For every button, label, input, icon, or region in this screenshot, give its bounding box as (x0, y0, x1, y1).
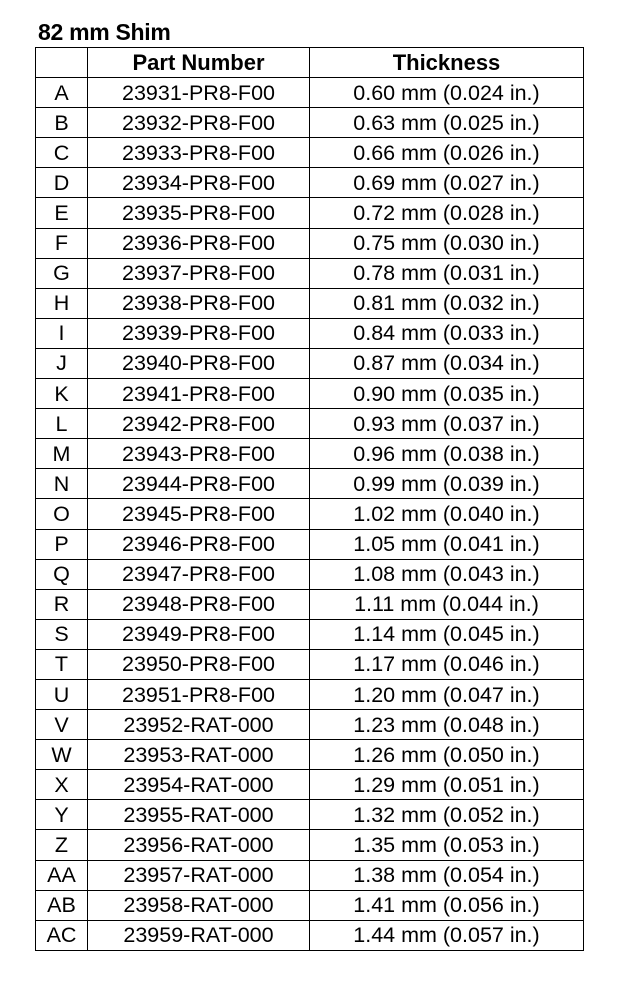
row-letter-cell: Z (36, 830, 88, 860)
thickness-cell: 1.14 mm (0.045 in.) (310, 619, 584, 649)
thickness-cell: 1.26 mm (0.050 in.) (310, 740, 584, 770)
table-title: 82 mm Shim (38, 19, 171, 45)
part-number-cell: 23940-PR8-F00 (88, 348, 310, 378)
table-row (36, 559, 584, 589)
row-letter-cell: P (36, 529, 88, 559)
row-letter-cell: F (36, 228, 88, 258)
table-row (36, 710, 584, 740)
row-letter-cell: S (36, 619, 88, 649)
table-row (36, 198, 584, 228)
table-row (36, 439, 584, 469)
table-row (36, 740, 584, 770)
header-letter (36, 48, 88, 78)
row-letter-cell: W (36, 740, 88, 770)
row-letter-cell: AB (36, 890, 88, 920)
table-row (36, 770, 584, 800)
thickness-cell: 0.90 mm (0.035 in.) (310, 379, 584, 409)
part-number-cell: 23937-PR8-F00 (88, 258, 310, 288)
part-number-cell: 23942-PR8-F00 (88, 409, 310, 439)
part-number-cell: 23945-PR8-F00 (88, 499, 310, 529)
thickness-cell: 0.60 mm (0.024 in.) (310, 78, 584, 108)
table-row (36, 138, 584, 168)
thickness-cell: 0.96 mm (0.038 in.) (310, 439, 584, 469)
part-number-cell: 23957-RAT-000 (88, 860, 310, 890)
table-row (36, 890, 584, 920)
row-letter-cell: AA (36, 860, 88, 890)
row-letter-cell: Q (36, 559, 88, 589)
thickness-cell: 0.66 mm (0.026 in.) (310, 138, 584, 168)
table-row (36, 168, 584, 198)
thickness-cell: 1.29 mm (0.051 in.) (310, 770, 584, 800)
thickness-cell: 1.32 mm (0.052 in.) (310, 800, 584, 830)
thickness-cell: 1.38 mm (0.054 in.) (310, 860, 584, 890)
part-number-cell: 23933-PR8-F00 (88, 138, 310, 168)
table-row (36, 619, 584, 649)
table-row (36, 499, 584, 529)
row-letter-cell: G (36, 258, 88, 288)
row-letter-cell: M (36, 439, 88, 469)
row-letter-cell: D (36, 168, 88, 198)
header-part-number: Part Number (88, 48, 310, 78)
row-letter-cell: J (36, 348, 88, 378)
thickness-cell: 0.84 mm (0.033 in.) (310, 318, 584, 348)
part-number-cell: 23934-PR8-F00 (88, 168, 310, 198)
part-number-cell: 23938-PR8-F00 (88, 288, 310, 318)
table-row (36, 258, 584, 288)
thickness-cell: 0.99 mm (0.039 in.) (310, 469, 584, 499)
thickness-cell: 1.41 mm (0.056 in.) (310, 890, 584, 920)
thickness-cell: 1.23 mm (0.048 in.) (310, 710, 584, 740)
table-row (36, 920, 584, 950)
row-letter-cell: B (36, 108, 88, 138)
row-letter-cell: U (36, 679, 88, 709)
thickness-cell: 0.87 mm (0.034 in.) (310, 348, 584, 378)
part-number-cell: 23950-PR8-F00 (88, 649, 310, 679)
shim-table (35, 47, 584, 951)
row-letter-cell: N (36, 469, 88, 499)
part-number-cell: 23931-PR8-F00 (88, 78, 310, 108)
thickness-cell: 1.11 mm (0.044 in.) (310, 589, 584, 619)
row-letter-cell: AC (36, 920, 88, 950)
thickness-cell: 1.44 mm (0.057 in.) (310, 920, 584, 950)
thickness-cell: 1.08 mm (0.043 in.) (310, 559, 584, 589)
part-number-cell: 23941-PR8-F00 (88, 379, 310, 409)
thickness-cell: 1.02 mm (0.040 in.) (310, 499, 584, 529)
table-body (36, 78, 584, 951)
row-letter-cell: C (36, 138, 88, 168)
thickness-cell: 0.93 mm (0.037 in.) (310, 409, 584, 439)
row-letter-cell: H (36, 288, 88, 318)
part-number-cell: 23944-PR8-F00 (88, 469, 310, 499)
thickness-cell: 1.05 mm (0.041 in.) (310, 529, 584, 559)
part-number-cell: 23953-RAT-000 (88, 740, 310, 770)
part-number-cell: 23946-PR8-F00 (88, 529, 310, 559)
part-number-cell: 23955-RAT-000 (88, 800, 310, 830)
table-row (36, 649, 584, 679)
table-row (36, 228, 584, 258)
part-number-cell: 23958-RAT-000 (88, 890, 310, 920)
table-row (36, 529, 584, 559)
table-row (36, 679, 584, 709)
part-number-cell: 23939-PR8-F00 (88, 318, 310, 348)
part-number-cell: 23948-PR8-F00 (88, 589, 310, 619)
row-letter-cell: A (36, 78, 88, 108)
header-thickness: Thickness (310, 48, 584, 78)
table-row (36, 108, 584, 138)
table-row (36, 379, 584, 409)
part-number-cell: 23949-PR8-F00 (88, 619, 310, 649)
table-row (36, 288, 584, 318)
part-number-cell: 23952-RAT-000 (88, 710, 310, 740)
thickness-cell: 0.63 mm (0.025 in.) (310, 108, 584, 138)
thickness-cell: 0.81 mm (0.032 in.) (310, 288, 584, 318)
thickness-cell: 1.35 mm (0.053 in.) (310, 830, 584, 860)
table-row (36, 348, 584, 378)
row-letter-cell: T (36, 649, 88, 679)
thickness-cell: 1.17 mm (0.046 in.) (310, 649, 584, 679)
thickness-cell: 1.20 mm (0.047 in.) (310, 679, 584, 709)
row-letter-cell: O (36, 499, 88, 529)
table-row (36, 860, 584, 890)
row-letter-cell: K (36, 379, 88, 409)
part-number-cell: 23947-PR8-F00 (88, 559, 310, 589)
row-letter-cell: X (36, 770, 88, 800)
row-letter-cell: R (36, 589, 88, 619)
part-number-cell: 23959-RAT-000 (88, 920, 310, 950)
thickness-cell: 0.78 mm (0.031 in.) (310, 258, 584, 288)
part-number-cell: 23932-PR8-F00 (88, 108, 310, 138)
row-letter-cell: V (36, 710, 88, 740)
thickness-cell: 0.75 mm (0.030 in.) (310, 228, 584, 258)
table-row (36, 78, 584, 108)
row-letter-cell: E (36, 198, 88, 228)
row-letter-cell: I (36, 318, 88, 348)
part-number-cell: 23943-PR8-F00 (88, 439, 310, 469)
table-row (36, 800, 584, 830)
header-row (36, 48, 584, 78)
table-row (36, 469, 584, 499)
part-number-cell: 23936-PR8-F00 (88, 228, 310, 258)
part-number-cell: 23951-PR8-F00 (88, 679, 310, 709)
thickness-cell: 0.69 mm (0.027 in.) (310, 168, 584, 198)
table-row (36, 409, 584, 439)
part-number-cell: 23935-PR8-F00 (88, 198, 310, 228)
table-row (36, 318, 584, 348)
row-letter-cell: L (36, 409, 88, 439)
part-number-cell: 23956-RAT-000 (88, 830, 310, 860)
table-row (36, 830, 584, 860)
thickness-cell: 0.72 mm (0.028 in.) (310, 198, 584, 228)
part-number-cell: 23954-RAT-000 (88, 770, 310, 800)
row-letter-cell: Y (36, 800, 88, 830)
table-row (36, 589, 584, 619)
